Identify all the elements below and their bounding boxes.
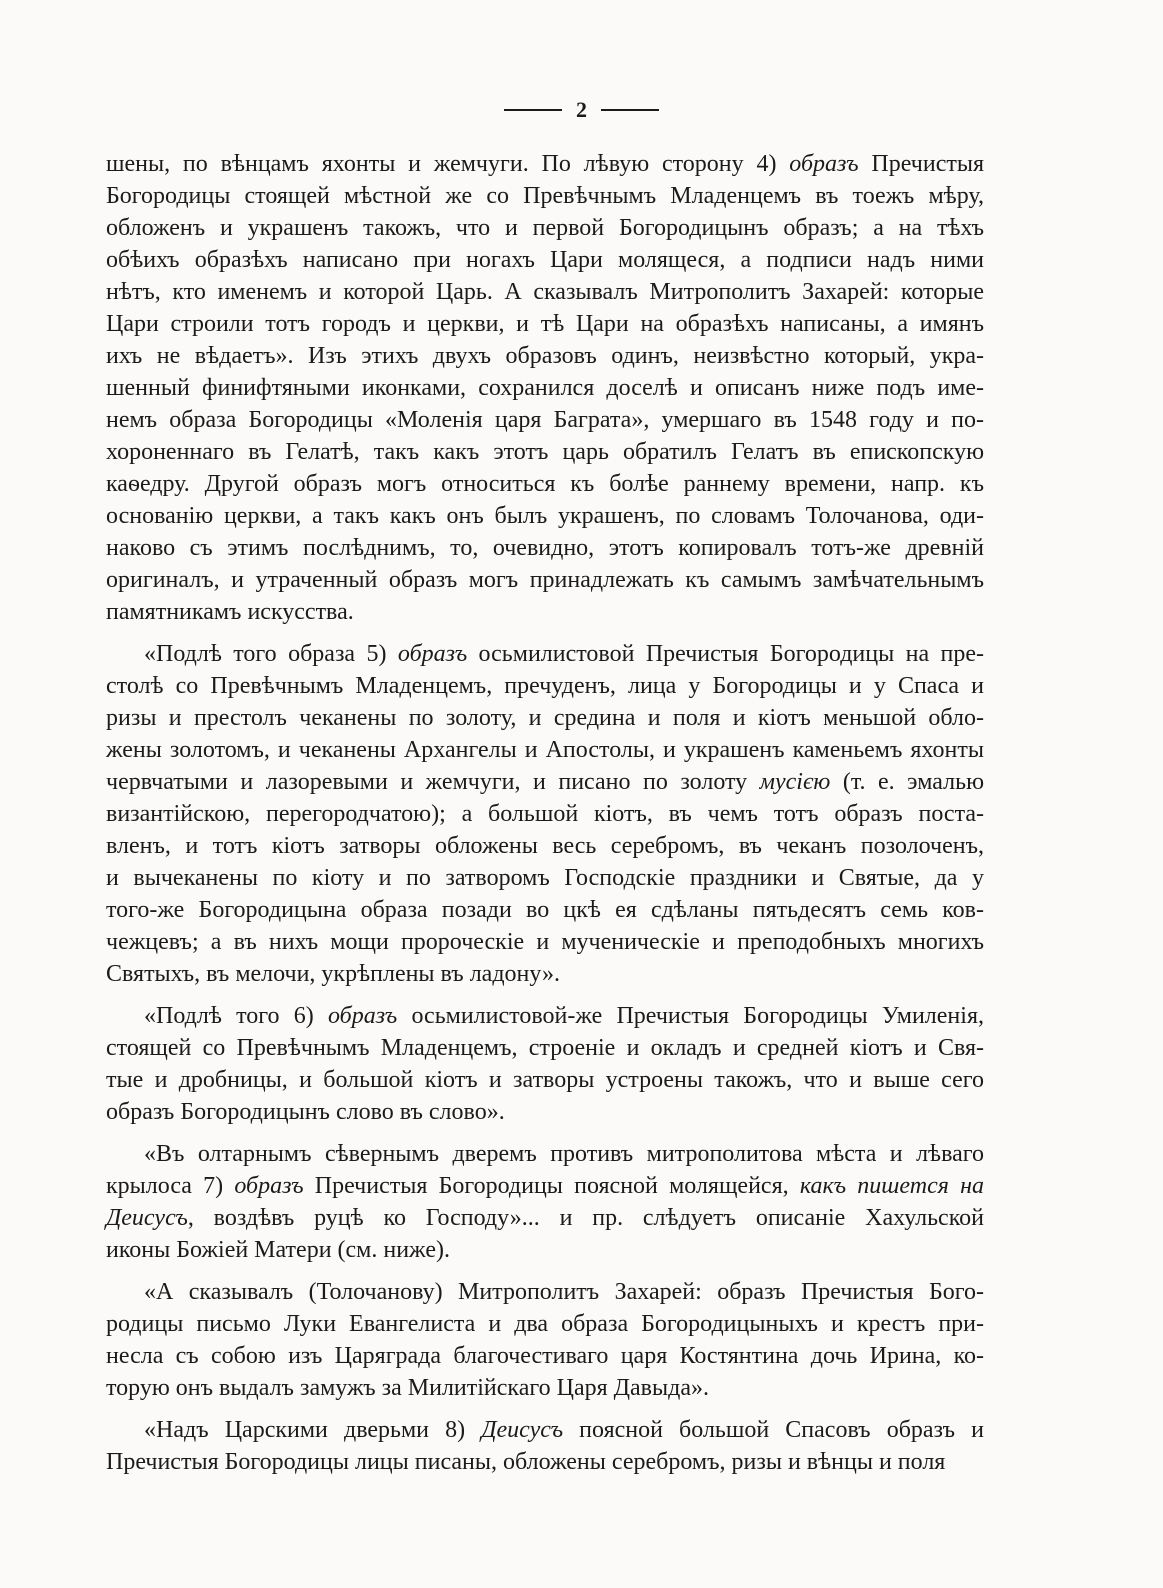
text-run: (т. е. эмалью — [830, 769, 985, 795]
text-run: стоящей со Превѣчнымъ Младенцемъ, строеніе и окладъ и средней кіотъ и Свя- — [106, 1035, 984, 1061]
text-run: торую онъ выдалъ замужъ за Милитійскаго Царя Давыда». — [106, 1375, 709, 1401]
text-run: чежцевъ; а въ нихъ мощи пророческіе и мученическіе и преподобныхъ многихъ — [106, 929, 984, 955]
text-line — [106, 734, 984, 766]
text-line — [106, 1202, 984, 1234]
text-run: «Надъ Царскими дверьми 8) — [144, 1417, 482, 1443]
text-run: хороненнаго въ Гелатѣ, такъ какъ этотъ царь обратилъ Гелатъ въ епископскую — [106, 439, 984, 465]
text-run: и вычеканены по кіоту и по затворомъ Господскіе праздники и Святые, да у — [106, 865, 984, 891]
text-line — [106, 308, 984, 340]
text-run: Святыхъ, въ мелочи, укрѣплены въ ладону». — [106, 961, 560, 987]
text-line — [106, 148, 984, 180]
text-run: иконы Божіей Матери (см. ниже). — [106, 1237, 450, 1263]
paragraph — [106, 638, 984, 990]
text-line — [106, 404, 984, 436]
text-run: «Подлѣ того образа 5) — [144, 641, 398, 667]
paragraph — [106, 1000, 984, 1128]
text-line — [106, 1138, 984, 1170]
text-run: несла съ собою изъ Царяграда благочестиваго царя Костянтина дочь Ирина, ко- — [106, 1343, 984, 1369]
text-line — [106, 1000, 984, 1032]
text-line — [106, 596, 984, 628]
text-run: осьмилистовой Пречистыя Богородицы на пре- — [467, 641, 985, 667]
text-run: оригиналъ, и утраченный образъ могъ принадлежать къ самымъ замѣчательнымъ — [106, 567, 984, 593]
paragraph-gap — [106, 990, 984, 1000]
text-run: обѣихъ образѣхъ написано при ногахъ Цари молящеся, а подписи надъ ними — [106, 247, 984, 273]
text-line — [106, 958, 984, 990]
text-line — [106, 468, 984, 500]
header-rule-left — [504, 109, 562, 111]
italic-run: мусією — [759, 769, 831, 795]
text-line — [106, 1234, 984, 1266]
text-run: византійскою, перегородчатою); а большой кіотъ, въ чемъ тотъ образъ поста- — [106, 801, 984, 827]
text-line — [106, 340, 984, 372]
text-run: , воздѣвъ руцѣ ко Господу»... и пр. слѣдуетъ описаніе Хахульской — [187, 1205, 984, 1231]
text-run: «А сказывалъ (Толочанову) Митрополитъ Захарей: образъ Пречистыя Бого- — [144, 1279, 984, 1305]
italic-run: Деисусъ — [481, 1417, 564, 1443]
italic-run: образъ — [397, 641, 468, 667]
text-run: образъ Богородицынъ слово въ слово». — [106, 1099, 505, 1125]
page-header — [0, 98, 1163, 122]
italic-run: какъ пишется на — [799, 1173, 984, 1199]
text-line — [106, 180, 984, 212]
text-run: жены золотомъ, и чеканены Архангелы и Апостолы, и украшенъ каменьемъ яхонты — [106, 737, 984, 763]
text-line — [106, 1414, 984, 1446]
text-line — [106, 1308, 984, 1340]
text-line — [106, 798, 984, 830]
paragraph-gap — [106, 1404, 984, 1414]
text-line — [106, 638, 984, 670]
text-run: основанію церкви, а такъ какъ онъ былъ украшенъ, по словамъ Толочанова, оди- — [106, 503, 984, 529]
header-rule-right — [601, 109, 659, 111]
text-line — [106, 372, 984, 404]
text-run: Пречистыя Богородицы лицы писаны, обложены серебромъ, ризы и вѣнцы и поля — [106, 1449, 946, 1475]
text-run: тые и дробницы, и большой кіотъ и затворы устроены такожъ, что и выше сего — [106, 1067, 984, 1093]
text-run: столѣ со Превѣчнымъ Младенцемъ, пречуденъ, лица у Богородицы и у Спаса и — [106, 673, 984, 699]
italic-run: образъ — [327, 1003, 398, 1029]
paragraph — [106, 1414, 984, 1478]
paragraph — [106, 1276, 984, 1404]
text-line — [106, 244, 984, 276]
text-run: осьмилистовой-же Пречистыя Богородицы Умиленія, — [397, 1003, 984, 1029]
text-run: Пречистыя Богородицы поясной молящейся, — [303, 1173, 800, 1199]
text-line — [106, 702, 984, 734]
text-line — [106, 1032, 984, 1064]
text-run: немъ образа Богородицы «Моленія царя Баграта», умершаго въ 1548 году и по- — [106, 407, 984, 433]
text-run: родицы письмо Луки Евангелиста и два образа Богородицыныхъ и крестъ при- — [106, 1311, 984, 1337]
text-line — [106, 212, 984, 244]
text-line — [106, 500, 984, 532]
text-line — [106, 766, 984, 798]
text-run: шенный финифтяными иконками, сохранился доселѣ и описанъ ниже подъ име- — [106, 375, 984, 401]
text-line — [106, 670, 984, 702]
text-run: червчатыми и лазоревыми и жемчуги, и писано по золоту — [106, 769, 760, 795]
text-line — [106, 276, 984, 308]
text-run: поясной большой Спасовъ образъ и — [563, 1417, 984, 1443]
text-run: того-же Богородицына образа позади во цкѣ ея сдѣланы пятьдесятъ семь ков- — [106, 897, 984, 923]
text-line — [106, 862, 984, 894]
paragraph-gap — [106, 1128, 984, 1138]
text-run: «Подлѣ того 6) — [144, 1003, 328, 1029]
text-run: нѣтъ, кто именемъ и которой Царь. А сказывалъ Митрополитъ Захарей: которые — [106, 279, 984, 305]
text-run: обложенъ и украшенъ такожъ, что и первой Богородицынъ образъ; а на тѣхъ — [106, 215, 984, 241]
text-line — [106, 830, 984, 862]
text-run: каѳедру. Другой образъ могъ относиться къ болѣе раннему времени, напр. къ — [106, 471, 984, 497]
text-line — [106, 926, 984, 958]
text-run: ризы и престолъ чеканены по золоту, и средина и поля и кіотъ меньшой обло- — [106, 705, 984, 731]
text-line — [106, 1096, 984, 1128]
text-run: ихъ не вѣдаетъ». Изъ этихъ двухъ образовъ одинъ, неизвѣстно который, укра- — [106, 343, 984, 369]
text-line — [106, 564, 984, 596]
italic-run: образъ — [789, 151, 859, 177]
paragraph-gap — [106, 628, 984, 638]
text-run: вленъ, и тотъ кіотъ затворы обложены весь серебромъ, въ чеканъ позолоченъ, — [106, 833, 984, 859]
paragraph — [106, 1138, 984, 1266]
text-run: Пречистыя — [858, 151, 984, 177]
text-run: наково съ этимъ послѣднимъ, то, очевидно, этотъ копировалъ тотъ-же древній — [106, 535, 984, 561]
italic-run: образъ — [234, 1173, 304, 1199]
text-line — [106, 1170, 984, 1202]
text-run: Богородицы стоящей мѣстной же со Превѣчнымъ Младенцемъ въ тоежъ мѣру, — [106, 183, 984, 209]
text-run: «Въ олтарнымъ сѣвернымъ дверемъ противъ митрополитова мѣста и лѣваго — [144, 1141, 984, 1167]
page-number: 2 — [576, 97, 587, 122]
paragraph-gap — [106, 1266, 984, 1276]
text-run: крылоса 7) — [106, 1173, 235, 1199]
body-text — [106, 148, 984, 1478]
text-line — [106, 1372, 984, 1404]
text-line — [106, 1064, 984, 1096]
text-line — [106, 1340, 984, 1372]
text-run: шены, по вѣнцамъ яхонты и жемчуги. По лѣвую сторону 4) — [106, 151, 790, 177]
text-run: памятникамъ искусства. — [106, 599, 354, 625]
text-line — [106, 894, 984, 926]
text-line — [106, 1446, 984, 1478]
paragraph — [106, 148, 984, 628]
text-run: Цари строили тотъ городъ и церкви, и тѣ Цари на образѣхъ написаны, а имянъ — [106, 311, 984, 337]
text-line — [106, 1276, 984, 1308]
text-line — [106, 532, 984, 564]
italic-run: Деисусъ — [106, 1205, 188, 1231]
text-line — [106, 436, 984, 468]
